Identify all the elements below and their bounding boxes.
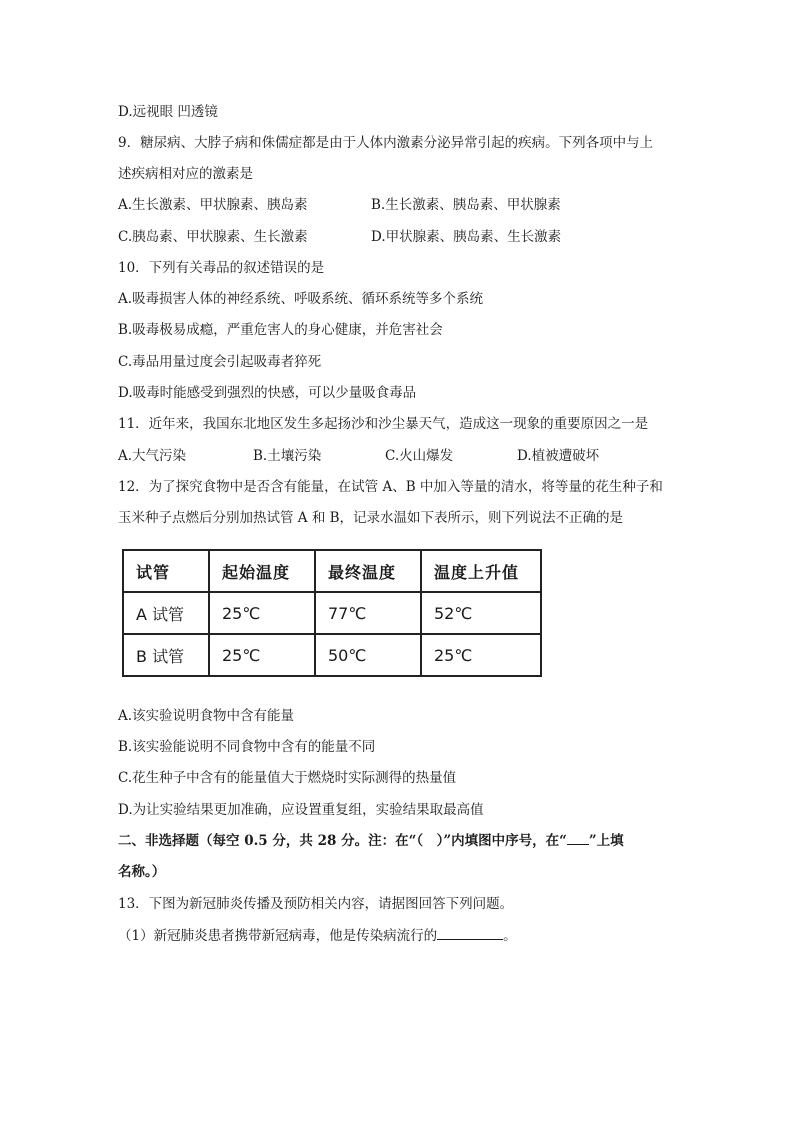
table-cell: 25℃: [421, 634, 541, 676]
table-cell: B 试管: [123, 634, 209, 676]
q10-option-c: C.毒品用量过度会引起吸毒者猝死: [118, 354, 322, 370]
q9-option-b: B.生长激素、胰岛素、甲状腺素: [371, 197, 561, 213]
q9-stem-line2: 述疾病相对应的激素是: [118, 166, 253, 182]
q12-stem-line1: 12．为了探究食物中是否含有能量，在试管 A、B 中加入等量的清水，将等量的花生种子和: [118, 479, 663, 495]
q13-part1-text: （1）新冠肺炎患者携带新冠病毒，他是传染病流行的: [118, 928, 438, 944]
fill-blank-sample: [567, 832, 589, 845]
q9-option-c: C.胰岛素、甲状腺素、生长激素: [118, 229, 308, 245]
q12-stem-line2: 玉米种子点燃后分别加热试管 A 和 B，记录水温如下表所示，则下列说法不正确的是: [118, 510, 624, 526]
q8-option-d: D.远视眼 凹透镜: [118, 104, 218, 120]
q9-option-a: A.生长激素、甲状腺素、胰岛素: [118, 197, 308, 213]
q13-part1: [118, 925, 517, 946]
q12-option-a: A.该实验说明食物中含有能量: [118, 708, 295, 724]
q13-part1-end: 。: [503, 928, 517, 944]
temperature-table: [122, 549, 542, 677]
q9-option-d: D.甲状腺素、胰岛素、生长激素: [371, 229, 562, 245]
q11-option-b: B.土壤污染: [253, 448, 322, 464]
table-cell: 25℃: [209, 634, 315, 676]
q11-option-c: C.火山爆发: [385, 448, 454, 464]
section2-heading-line2: 名称。）: [118, 864, 166, 880]
table-header-row: [123, 550, 541, 592]
q11-option-d: D.植被遭破坏: [517, 448, 600, 464]
q12-option-b: B.该实验能说明不同食物中含有的能量不同: [118, 739, 376, 755]
q12-option-c: C.花生种子中含有的能量值大于燃烧时实际测得的热量值: [118, 770, 457, 786]
q12-option-d: D.为让实验结果更加准确，应设置重复组，实验结果取最高值: [118, 802, 484, 818]
q10-option-d: D.吸毒时能感受到强烈的快感，可以少量吸食毒品: [118, 385, 417, 401]
table-row: [123, 634, 541, 676]
q11-option-a: A.大气污染: [118, 448, 187, 464]
section2-heading-line1: [118, 831, 624, 851]
table-cell: 52℃: [421, 592, 541, 634]
q13-stem: 13．下图为新冠肺炎传播及预防相关内容，请据图回答下列问题。: [118, 896, 514, 912]
q10-option-b: B.吸毒极易成瘾，严重危害人的身心健康，并危害社会: [118, 322, 443, 338]
section2-heading-post: ”上填: [588, 833, 624, 849]
q10-option-a: A.吸毒损害人体的神经系统、呼吸系统、循环系统等多个系统: [118, 291, 484, 307]
q11-stem: 11．近年来，我国东北地区发生多起扬沙和沙尘暴天气，造成这一现象的重要原因之一是: [118, 416, 649, 432]
table-cell: 77℃: [315, 592, 421, 634]
table-header-cell: 起始温度: [209, 550, 315, 592]
table-header-cell: 试管: [123, 550, 209, 592]
table-cell: 25℃: [209, 592, 315, 634]
table-header-cell: 最终温度: [315, 550, 421, 592]
q9-stem-line1: 9．糖尿病、大脖子病和侏儒症都是由于人体内激素分泌异常引起的疾病。下列各项中与上: [118, 135, 654, 151]
answer-blank[interactable]: [437, 925, 503, 940]
q10-stem: 10．下列有关毒品的叙述错误的是: [118, 260, 325, 276]
table-cell: 50℃: [315, 634, 421, 676]
table-cell: A 试管: [123, 592, 209, 634]
section2-heading-pre: 二、非选择题（每空 0.5 分，共 28 分。注：在“（ ）”内填图中序号，在“: [118, 833, 567, 849]
table-row: [123, 592, 541, 634]
table-header-cell: 温度上升值: [421, 550, 541, 592]
